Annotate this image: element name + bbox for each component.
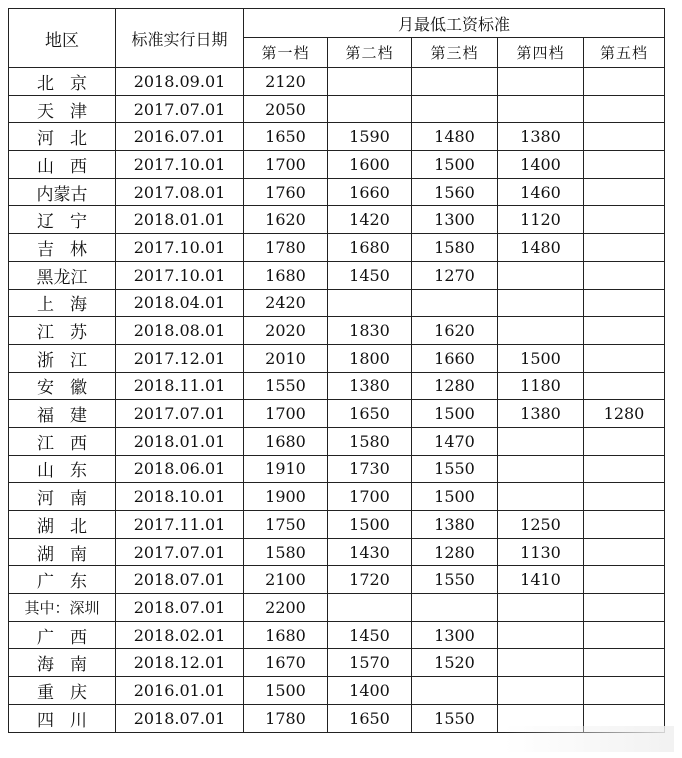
cell-date: 2018.09.01 <box>116 68 244 96</box>
cell-tier-4: 1480 <box>498 234 584 262</box>
cell-tier-5 <box>584 372 665 400</box>
header-tier-3: 第三档 <box>412 38 498 68</box>
cell-tier-3: 1280 <box>412 538 498 566</box>
cell-tier-5 <box>584 206 665 234</box>
cell-tier-1: 2050 <box>244 95 328 123</box>
cell-date: 2018.07.01 <box>116 594 244 622</box>
cell-tier-4: 1380 <box>498 123 584 151</box>
cell-tier-3: 1520 <box>412 649 498 677</box>
cell-tier-4: 1120 <box>498 206 584 234</box>
cell-region: 天津 <box>9 95 116 123</box>
cell-date: 2017.08.01 <box>116 178 244 206</box>
header-tier-5: 第五档 <box>584 38 665 68</box>
cell-tier-3 <box>412 289 498 317</box>
cell-tier-1: 2010 <box>244 344 328 372</box>
cell-tier-5 <box>584 317 665 345</box>
cell-date: 2017.10.01 <box>116 234 244 262</box>
cell-tier-1: 1680 <box>244 427 328 455</box>
cell-tier-4: 1500 <box>498 344 584 372</box>
cell-tier-1: 2100 <box>244 566 328 594</box>
cell-tier-4: 1250 <box>498 511 584 539</box>
table-row <box>9 95 665 123</box>
cell-region: 河北 <box>9 123 116 151</box>
cell-date: 2016.07.01 <box>116 123 244 151</box>
table-row <box>9 123 665 151</box>
cell-region: 江西 <box>9 427 116 455</box>
table-row <box>9 455 665 483</box>
cell-region: 湖南 <box>9 538 116 566</box>
cell-tier-1: 2420 <box>244 289 328 317</box>
cell-tier-5 <box>584 95 665 123</box>
cell-date: 2018.01.01 <box>116 206 244 234</box>
cell-date: 2018.04.01 <box>116 289 244 317</box>
cell-tier-5 <box>584 594 665 622</box>
cell-tier-5 <box>584 649 665 677</box>
cell-tier-4 <box>498 317 584 345</box>
cell-tier-5 <box>584 511 665 539</box>
header-tier-2: 第二档 <box>328 38 412 68</box>
cell-tier-5 <box>584 178 665 206</box>
cell-region: 上海 <box>9 289 116 317</box>
table-row <box>9 372 665 400</box>
cell-tier-3 <box>412 677 498 705</box>
cell-tier-3: 1580 <box>412 234 498 262</box>
cell-date: 2018.08.01 <box>116 317 244 345</box>
cell-tier-4 <box>498 427 584 455</box>
cell-tier-5 <box>584 151 665 179</box>
cell-tier-1: 1620 <box>244 206 328 234</box>
table-row <box>9 538 665 566</box>
cell-date: 2018.07.01 <box>116 704 244 732</box>
minimum-wage-table <box>8 8 665 733</box>
cell-tier-1: 1550 <box>244 372 328 400</box>
cell-tier-3: 1380 <box>412 511 498 539</box>
cell-tier-4 <box>498 68 584 96</box>
cell-tier-2: 1380 <box>328 372 412 400</box>
cell-tier-4: 1380 <box>498 400 584 428</box>
cell-tier-2: 1650 <box>328 400 412 428</box>
cell-tier-1: 2120 <box>244 68 328 96</box>
cell-tier-4: 1180 <box>498 372 584 400</box>
table-row <box>9 566 665 594</box>
cell-tier-2: 1450 <box>328 261 412 289</box>
cell-tier-2: 1830 <box>328 317 412 345</box>
cell-tier-2: 1400 <box>328 677 412 705</box>
cell-tier-2: 1450 <box>328 621 412 649</box>
cell-tier-5 <box>584 621 665 649</box>
cell-tier-1: 1900 <box>244 483 328 511</box>
cell-tier-3: 1550 <box>412 704 498 732</box>
cell-date: 2017.12.01 <box>116 344 244 372</box>
cell-tier-5 <box>584 455 665 483</box>
cell-tier-3: 1500 <box>412 151 498 179</box>
cell-tier-3: 1620 <box>412 317 498 345</box>
cell-region: 江苏 <box>9 317 116 345</box>
table-row <box>9 621 665 649</box>
cell-date: 2017.11.01 <box>116 511 244 539</box>
cell-date: 2018.10.01 <box>116 483 244 511</box>
cell-tier-3: 1300 <box>412 206 498 234</box>
cell-tier-2: 1700 <box>328 483 412 511</box>
cell-tier-3: 1300 <box>412 621 498 649</box>
cell-tier-1: 1780 <box>244 704 328 732</box>
cell-region: 其中：深圳 <box>9 594 116 622</box>
table-row <box>9 594 665 622</box>
cell-tier-3: 1270 <box>412 261 498 289</box>
cell-tier-2: 1580 <box>328 427 412 455</box>
cell-date: 2018.07.01 <box>116 566 244 594</box>
table-body <box>9 68 665 733</box>
cell-region: 黑龙江 <box>9 261 116 289</box>
table-row <box>9 427 665 455</box>
cell-region: 辽宁 <box>9 206 116 234</box>
cell-tier-5 <box>584 483 665 511</box>
cell-tier-1: 1910 <box>244 455 328 483</box>
cell-region: 四川 <box>9 704 116 732</box>
cell-tier-4 <box>498 483 584 511</box>
cell-tier-4 <box>498 289 584 317</box>
cell-tier-5 <box>584 289 665 317</box>
cell-tier-3 <box>412 95 498 123</box>
cell-date: 2018.06.01 <box>116 455 244 483</box>
cell-tier-4: 1130 <box>498 538 584 566</box>
cell-date: 2018.12.01 <box>116 649 244 677</box>
table-row <box>9 483 665 511</box>
cell-tier-2 <box>328 289 412 317</box>
cell-tier-5 <box>584 427 665 455</box>
cell-tier-4: 1400 <box>498 151 584 179</box>
cell-tier-5 <box>584 261 665 289</box>
cell-tier-4 <box>498 95 584 123</box>
cell-region: 河南 <box>9 483 116 511</box>
table-row <box>9 677 665 705</box>
cell-date: 2017.10.01 <box>116 151 244 179</box>
header-standard: 月最低工资标准 <box>244 9 665 38</box>
header-tier-4: 第四档 <box>498 38 584 68</box>
cell-date: 2018.11.01 <box>116 372 244 400</box>
cell-tier-3: 1560 <box>412 178 498 206</box>
cell-tier-1: 1700 <box>244 151 328 179</box>
cell-tier-3: 1470 <box>412 427 498 455</box>
cell-tier-3: 1500 <box>412 483 498 511</box>
cell-tier-1: 1670 <box>244 649 328 677</box>
cell-tier-1: 1500 <box>244 677 328 705</box>
cell-tier-1: 1700 <box>244 400 328 428</box>
header-region: 地区 <box>9 9 116 68</box>
cell-tier-2: 1430 <box>328 538 412 566</box>
cell-tier-5 <box>584 344 665 372</box>
cell-date: 2017.07.01 <box>116 538 244 566</box>
table-row <box>9 511 665 539</box>
table-row <box>9 178 665 206</box>
cell-tier-2 <box>328 95 412 123</box>
cell-tier-3: 1550 <box>412 455 498 483</box>
cell-tier-3: 1280 <box>412 372 498 400</box>
cell-date: 2018.02.01 <box>116 621 244 649</box>
cell-tier-5 <box>584 677 665 705</box>
cell-tier-3: 1480 <box>412 123 498 151</box>
cell-tier-2: 1500 <box>328 511 412 539</box>
cell-tier-3: 1550 <box>412 566 498 594</box>
cell-tier-5 <box>584 234 665 262</box>
cell-tier-2: 1720 <box>328 566 412 594</box>
cell-region: 重庆 <box>9 677 116 705</box>
cell-tier-2: 1650 <box>328 704 412 732</box>
table-row <box>9 344 665 372</box>
cell-tier-1: 1650 <box>244 123 328 151</box>
cell-tier-1: 2020 <box>244 317 328 345</box>
table-row <box>9 68 665 96</box>
cell-region: 吉林 <box>9 234 116 262</box>
cell-region: 广西 <box>9 621 116 649</box>
table-row <box>9 151 665 179</box>
cell-tier-2 <box>328 68 412 96</box>
cell-tier-2: 1800 <box>328 344 412 372</box>
header-date: 标准实行日期 <box>116 9 244 68</box>
cell-tier-1: 1680 <box>244 621 328 649</box>
cell-tier-2: 1600 <box>328 151 412 179</box>
table-row <box>9 206 665 234</box>
cell-tier-5 <box>584 538 665 566</box>
cell-date: 2018.01.01 <box>116 427 244 455</box>
cell-tier-4 <box>498 261 584 289</box>
cell-tier-4 <box>498 677 584 705</box>
cell-tier-5: 1280 <box>584 400 665 428</box>
table-row <box>9 289 665 317</box>
cell-region: 山东 <box>9 455 116 483</box>
cell-tier-1: 1680 <box>244 261 328 289</box>
cell-tier-2 <box>328 594 412 622</box>
cell-tier-2: 1730 <box>328 455 412 483</box>
cell-date: 2016.01.01 <box>116 677 244 705</box>
cell-tier-1: 1750 <box>244 511 328 539</box>
header-tier-1: 第一档 <box>244 38 328 68</box>
cell-tier-4: 1460 <box>498 178 584 206</box>
cell-region: 海南 <box>9 649 116 677</box>
cell-region: 安徽 <box>9 372 116 400</box>
cell-tier-3 <box>412 68 498 96</box>
cell-tier-4 <box>498 594 584 622</box>
cell-tier-5 <box>584 68 665 96</box>
cell-date: 2017.07.01 <box>116 95 244 123</box>
cell-tier-1: 1760 <box>244 178 328 206</box>
table-row <box>9 400 665 428</box>
table-row <box>9 649 665 677</box>
cell-tier-2: 1660 <box>328 178 412 206</box>
cell-tier-4: 1410 <box>498 566 584 594</box>
cell-tier-3: 1500 <box>412 400 498 428</box>
cell-region: 福建 <box>9 400 116 428</box>
cell-date: 2017.07.01 <box>116 400 244 428</box>
table-header <box>9 9 665 68</box>
cell-tier-4 <box>498 455 584 483</box>
cell-tier-4 <box>498 649 584 677</box>
cell-region: 广东 <box>9 566 116 594</box>
cell-region: 浙江 <box>9 344 116 372</box>
cell-tier-2: 1420 <box>328 206 412 234</box>
cell-tier-2: 1680 <box>328 234 412 262</box>
cell-tier-5 <box>584 123 665 151</box>
cell-region: 山西 <box>9 151 116 179</box>
watermark <box>504 726 674 752</box>
cell-tier-1: 1780 <box>244 234 328 262</box>
cell-tier-4 <box>498 621 584 649</box>
cell-tier-3: 1660 <box>412 344 498 372</box>
cell-tier-1: 2200 <box>244 594 328 622</box>
cell-date: 2017.10.01 <box>116 261 244 289</box>
cell-region: 内蒙古 <box>9 178 116 206</box>
cell-tier-2: 1590 <box>328 123 412 151</box>
table-row <box>9 261 665 289</box>
cell-region: 北京 <box>9 68 116 96</box>
table-row <box>9 234 665 262</box>
cell-tier-5 <box>584 566 665 594</box>
table-row <box>9 317 665 345</box>
cell-tier-1: 1580 <box>244 538 328 566</box>
cell-tier-2: 1570 <box>328 649 412 677</box>
cell-tier-3 <box>412 594 498 622</box>
cell-region: 湖北 <box>9 511 116 539</box>
